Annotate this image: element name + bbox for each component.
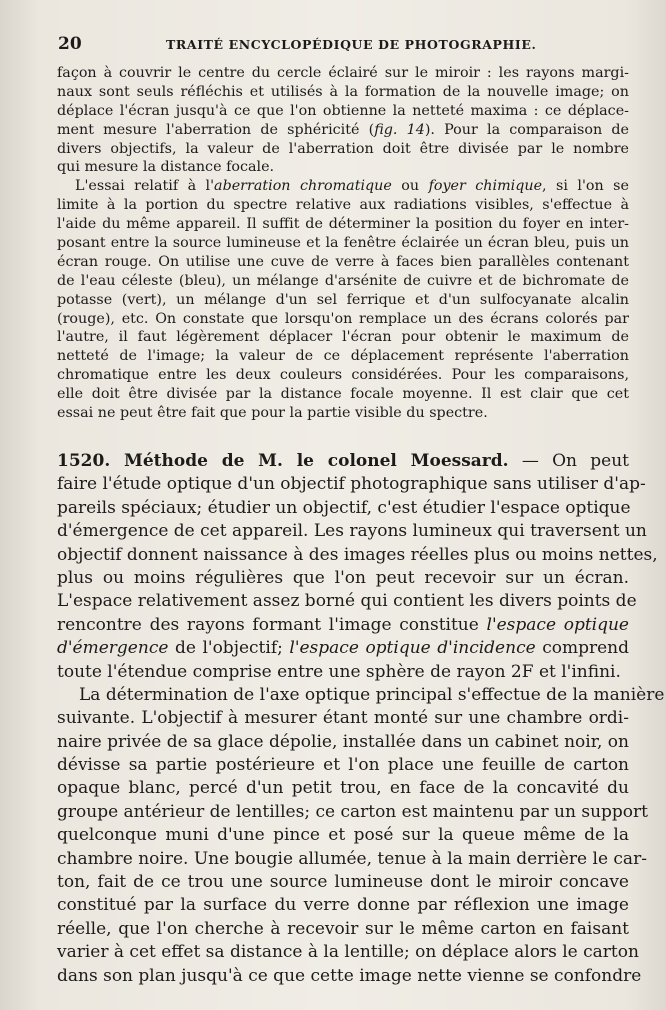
text-line: La détermination de l'axe optique principal s'effectue de la manière [79, 684, 665, 705]
text-line: de l'eau céleste (bleu), un mélange d'arsénite de cuivre et de bichromate de [57, 272, 629, 289]
section-heading-line [57, 450, 629, 473]
text-line: objectif donnent naissance à des images réelles plus ou moins nettes, [57, 544, 658, 565]
text-line: quelconque muni d'une pince et posé sur la queue même de la [57, 825, 629, 846]
text-line: d'émergence de cet appareil. Les rayons lumineux qui traversent un [57, 521, 647, 542]
text-line: écran rouge. On utilise une cuve de verre à faces bien parallèles contenant [57, 253, 629, 270]
text-run: comprend [535, 638, 629, 659]
italic-term: d'émergence [57, 638, 169, 659]
section-1520 [57, 450, 658, 684]
italic-term: l'espace optique d'incidence [289, 638, 536, 659]
text-run: L'essai relatif à l' [75, 178, 215, 195]
text-run: — On peut [508, 451, 630, 471]
figure-reference: fig. 14 [374, 121, 425, 138]
text-line: posant entre la source lumineuse et la fenêtre éclairée un écran bleu, puis un [57, 235, 629, 252]
body-text-small [57, 64, 629, 423]
text-line: dévisse sa partie postérieure et l'on place une feuille de carton [57, 755, 629, 776]
text-line [57, 177, 629, 196]
paragraph-spherical-aberration [57, 64, 629, 177]
text-run: ment mesure l'aberration de sphéricité ( [57, 121, 375, 138]
text-line: faire l'étude optique d'un objectif photographique sans utiliser d'ap- [57, 474, 646, 495]
italic-term: foyer chimique [428, 178, 543, 195]
text-line: constitué par la surface du verre donne par réflexion une image [57, 895, 629, 916]
text-line: l'aide du même appareil. Il suffit de déterminer la position du foyer en inter- [57, 216, 629, 233]
text-run: ou [391, 178, 429, 195]
text-line: essai ne peut être fait que pour la partie visible du spectre. [57, 405, 488, 422]
text-line: toute l'étendue comprise entre une sphère de rayon 2F et l'infini. [57, 661, 621, 682]
body-text-large [57, 450, 665, 988]
text-run: rencontre des rayons formant l'image constitue [57, 614, 487, 635]
text-line: naux sont seuls réfléchis et utilisés à la formation de la nouvelle image; on [57, 83, 629, 100]
text-line: déplace l'écran jusqu'à ce que l'on obtienne la netteté maxima : ce déplace- [57, 102, 629, 119]
text-line: naire privée de sa glace dépolie, installée dans un cabinet noir, on [57, 731, 629, 752]
paragraph-optical-axis [57, 684, 665, 988]
text-line: pareils spéciaux; étudier un objectif, c'est étudier l'espace optique [57, 497, 631, 518]
italic-term: aberration chromatique [214, 178, 392, 195]
text-line: varier à cet effet sa distance à la lentille; on déplace alors le carton [57, 942, 639, 963]
page-number: 20 [58, 34, 82, 54]
text-line: suivante. L'objectif à mesurer étant monté sur une chambre ordi- [57, 708, 629, 729]
text-line: elle doit être divisée par la distance focale moyenne. Il est clair que cet [57, 386, 629, 403]
text-line: chromatique entre les deux couleurs considérées. Pour les comparaisons, [57, 367, 629, 384]
text-line: opaque blanc, percé d'un petit trou, en face de la concavité du [57, 778, 629, 799]
text-line: ton, fait de ce trou une source lumineuse dont le miroir concave [57, 872, 629, 893]
text-line: divers objectifs, la valeur de l'aberration doit être divisée par le nombre [57, 140, 629, 157]
text-line: L'espace relativement assez borné qui contient les divers points de [57, 591, 637, 612]
text-line: chambre noire. Une bougie allumée, tenue à la main derrière le car- [57, 848, 647, 869]
text-line: netteté de l'image; la valeur de ce déplacement représente l'aberration [57, 348, 629, 365]
text-line: plus ou moins régulières que l'on peut recevoir sur un écran. [57, 567, 629, 588]
text-line: (rouge), etc. On constate que lorsqu'on remplace un des écrans colorés par [57, 310, 629, 327]
text-line [57, 121, 629, 140]
text-run: , si l'on se [542, 178, 629, 195]
text-line: potasse (vert), un mélange d'un sel ferrique et d'un sulfocyanate alcalin [57, 291, 629, 308]
text-line [57, 614, 629, 637]
text-line [57, 637, 629, 660]
italic-term: l'espace optique [486, 614, 629, 635]
text-run: de l'objectif; [168, 638, 290, 659]
paragraph-chromatic-aberration [57, 177, 629, 423]
text-line: dans son plan jusqu'à ce que cette image nette vienne se confondre [57, 965, 642, 986]
running-title: TRAITÉ ENCYCLOPÉDIQUE DE PHOTOGRAPHIE. [166, 37, 537, 52]
page-header [58, 34, 626, 56]
text-line: groupe antérieur de lentilles; ce carton est maintenu par un support [57, 801, 648, 822]
text-line: l'autre, il faut légèrement déplacer l'écran pour obtenir le maximum de [57, 329, 629, 346]
section-heading: 1520. Méthode de M. le colonel Moessard. [57, 451, 509, 471]
text-line: qui mesure la distance focale. [57, 159, 275, 176]
text-line: réelle, que l'on cherche à recevoir sur le même carton en faisant [57, 918, 629, 939]
text-run: ). Pour la comparaison de [424, 121, 629, 138]
text-line: limite à la portion du spectre relative aux radiations visibles, s'effectue à [57, 197, 629, 214]
text-line: façon à couvrir le centre du cercle éclairé sur le miroir : les rayons margi- [57, 65, 629, 81]
